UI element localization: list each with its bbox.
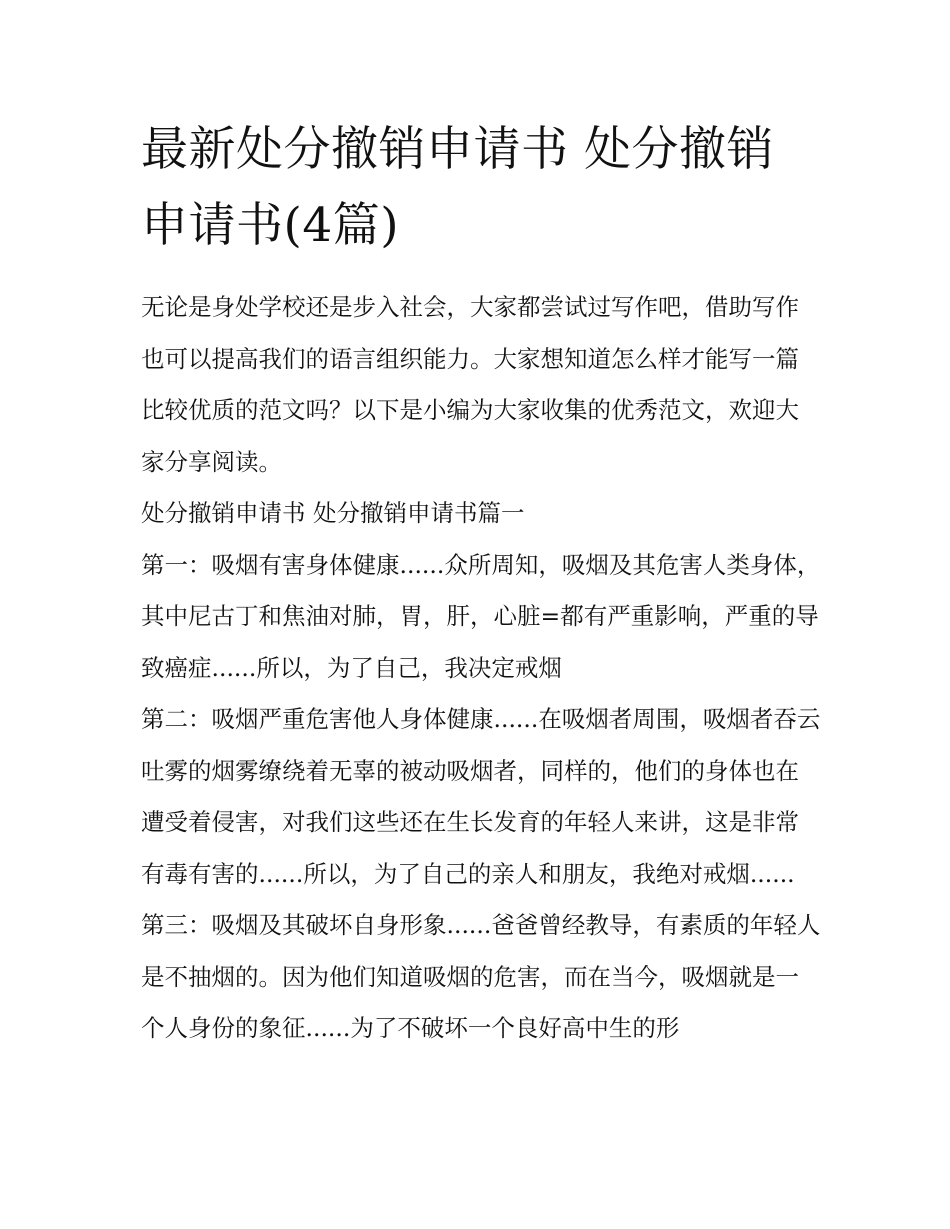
document-title: 最新处分撤销申请书 处分撤销申请书(4篇) xyxy=(141,122,774,253)
body-paragraph: 第一：吸烟有害身体健康......众所周知，吸烟及其危害人类身体，其中尼古丁和焦油对肺，胃，肝，心脏=都有严重影响，严重的导致癌症......所以，为了自己，我决定戒烟 xyxy=(141,550,821,682)
intro-paragraph: 无论是身处学校还是步入社会，大家都尝试过写作吧，借助写作也可以提高我们的语言组织能力。大家想知道怎么样才能写一篇比较优质的范文吗？以下是小编为大家收集的优秀范文，欢迎大家分享阅读。 xyxy=(141,293,799,476)
document-body xyxy=(141,282,821,1055)
document-content xyxy=(141,112,821,1055)
body-paragraph: 第二：吸烟严重危害他人身体健康......在吸烟者周围，吸烟者吞云吐雾的烟雾缭绕着无辜的被动吸烟者，同样的，他们的身体也在遭受着侵害，对我们这些还在生长发育的年轻人来讲，这是非常有毒有害的......所以，为了自己的亲人和朋友，我绝对戒烟...... xyxy=(141,705,821,888)
body-paragraph: 第三：吸烟及其破坏自身形象......爸爸曾经教导，有素质的年轻人是不抽烟的。因为他们知道吸烟的危害，而在当今，吸烟就是一个人身份的象征......为了不破坏一个良好高中生的形 xyxy=(141,911,821,1042)
section-heading: 处分撤销申请书 处分撤销申请书篇一 xyxy=(141,499,525,527)
